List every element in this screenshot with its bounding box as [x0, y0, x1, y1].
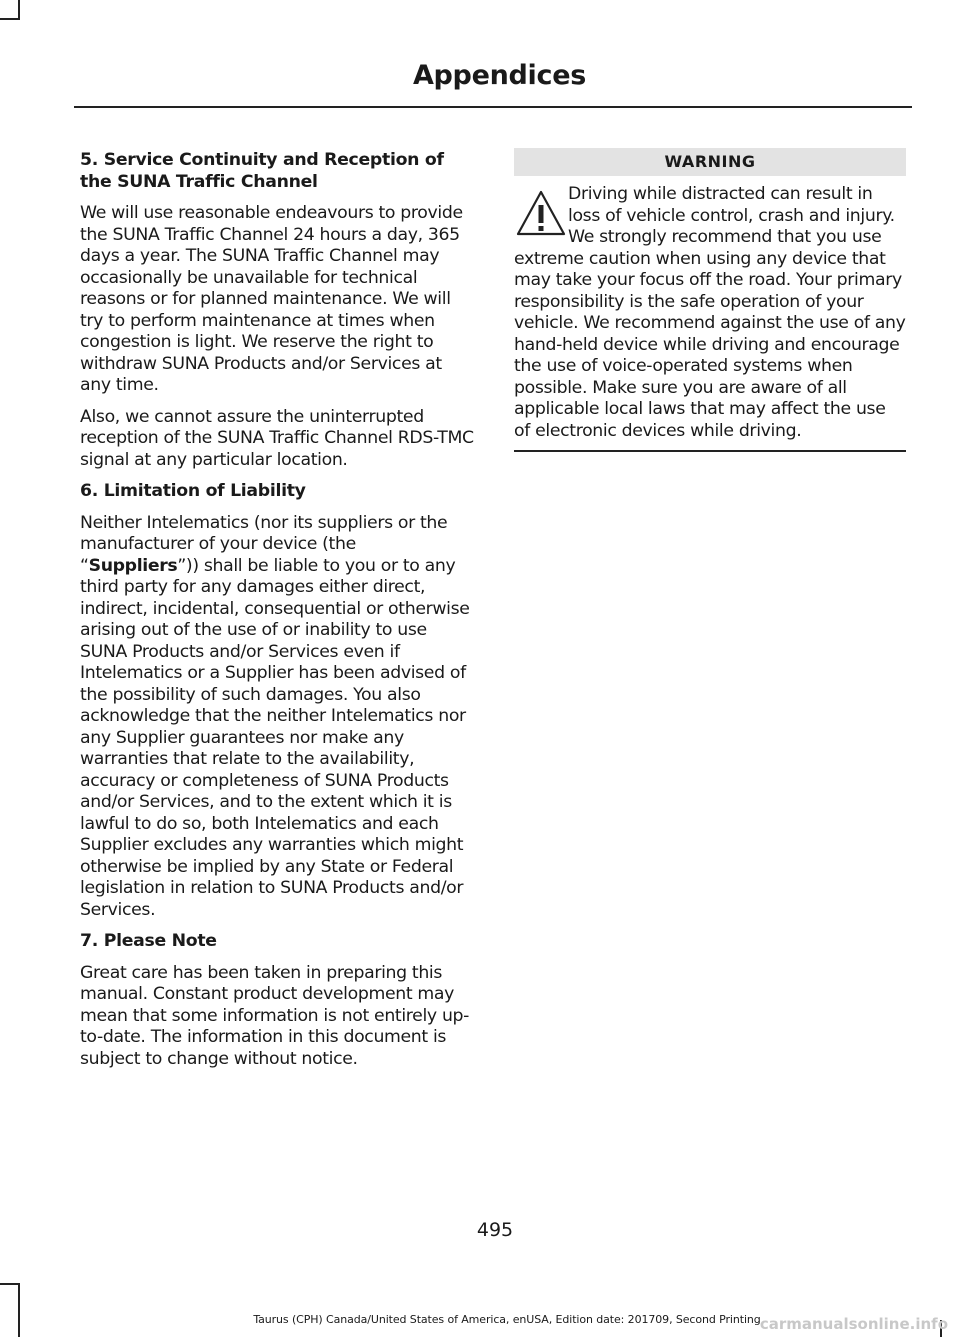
section-7-paragraph: Great care has been taken in preparing this manual. Constant product development may mean that some information is not entirely up-to-date. The information in this document is subject to change without notice.	[80, 962, 470, 1069]
section-5-heading: 5. Service Continuity and Reception of the SUNA Traffic Channel	[80, 150, 444, 192]
warning-body	[514, 184, 906, 442]
watermark: carmanualsonline.info	[759, 1315, 948, 1333]
page-title: Appendices	[412, 60, 586, 91]
section-6-paragraph	[80, 513, 475, 922]
header-rule	[74, 106, 912, 108]
section-6-heading: 6. Limitation of Liability	[80, 481, 306, 501]
left-column	[80, 150, 475, 1080]
section-5-paragraph-1: We will use reasonable endeavours to provide the SUNA Traffic Channel 24 hours a day, 365 days a year. The SUNA Traffic Channel may occasionally be unavailable for technical reasons or for planned maintenance. We will try to perform maintenance at times when congestion is light. We reserve the right to withdraw SUNA Products and/or Services at any time.	[80, 203, 463, 395]
warning-triangle-icon	[514, 186, 568, 244]
warning-rule	[514, 450, 906, 452]
section-6-text-end: ”)) shall be liable to you or to any third party for any damages either direct, indirect, incidental, consequential or otherwise arising out of the use of or inability to use SUNA Products and/or Services even if Intelematics or a Supplier has been advised of the possibility of such damages. You also acknowledge that the neither Intelematics nor any Supplier guarantees nor make any warranties that relate to the availability, accuracy or completeness of SUNA Products and/or Services, and to the extent which it is lawful to do so, both Intelematics and each Supplier excludes any warranties which might otherwise be implied by any State or Federal legislation in relation to SUNA Products and/or Services.	[80, 555, 470, 920]
edition-footer: Taurus (CPH) Canada/United States of America, enUSA, Edition date: 201709, Second Printing	[253, 1313, 761, 1326]
crop-mark-bottom-left-h	[0, 1283, 20, 1285]
section-7-heading: 7. Please Note	[80, 931, 217, 951]
page-number: 495	[476, 1219, 514, 1241]
crop-mark-top-left-v	[18, 0, 20, 20]
warning-box	[514, 148, 906, 452]
warning-heading: WARNING	[514, 148, 906, 176]
crop-mark-top-left-h	[0, 18, 20, 20]
suppliers-term: Suppliers	[88, 555, 178, 576]
crop-mark-bottom-left-v	[18, 1283, 20, 1337]
section-5-paragraph-2: Also, we cannot assure the uninterrupted reception of the SUNA Traffic Channel RDS-TMC signal at any particular location.	[80, 406, 474, 470]
section-6-text-start: Neither Intelematics (nor its suppliers or the manufacturer of your device (the “	[80, 512, 448, 576]
warning-text: Driving while distracted can result in loss of vehicle control, crash and injury. We strongly recommend that you use extreme caution when using any device that may take your focus off the road. Your primary responsibility is the safe operation of your vehicle. We recommend against the use of any hand-held device while driving and encourage the use of voice-operated systems when possible. Make sure you are aware of all applicable local laws that may affect the use of electronic devices while driving.	[514, 184, 906, 441]
